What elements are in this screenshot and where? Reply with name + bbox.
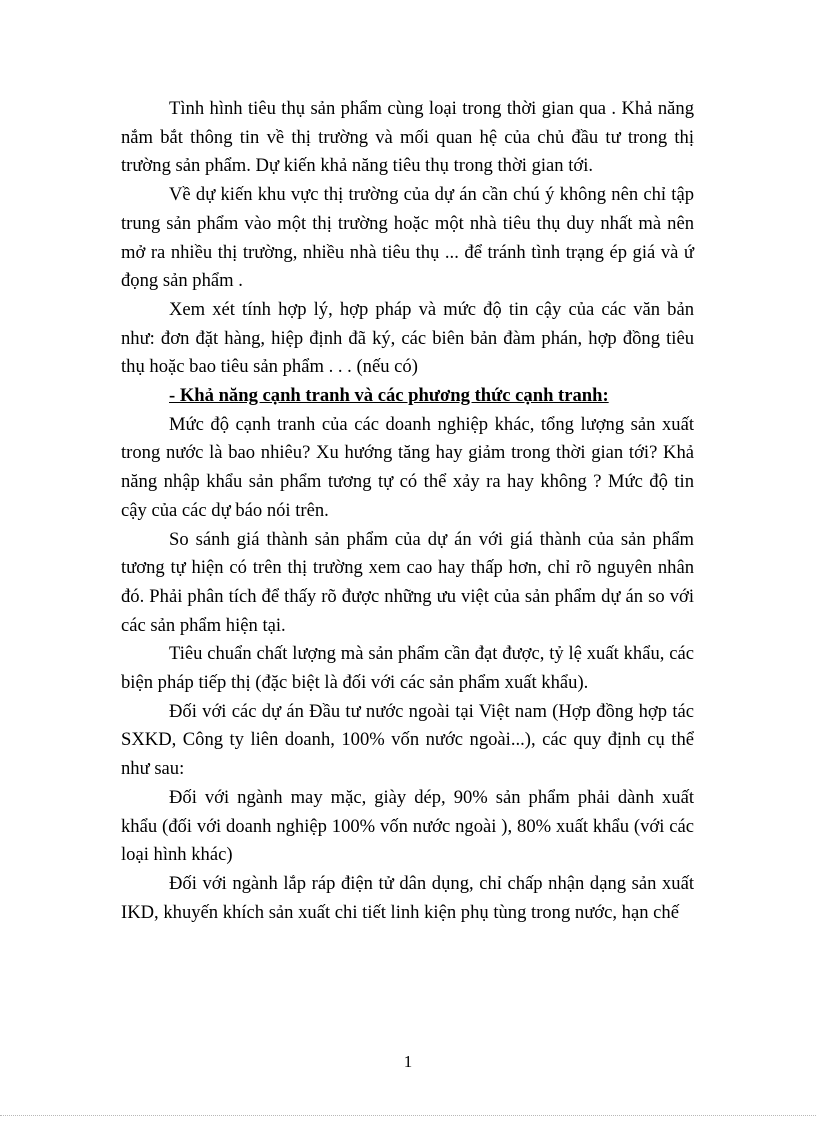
- paragraph-5: So sánh giá thành sản phẩm của dự án với giá thành của sản phẩm tương tự hiện có trên thị trường xem cao hay thấp hơn, chỉ rõ nguyên nhân đó. Phải phân tích để thấy rõ được những ưu việt của sản phẩm dự án so với các sản phẩm hiện tại.: [121, 528, 694, 636]
- paragraph-8: Đối với ngành may mặc, giày dép, 90% sản phẩm phải dành xuất khẩu (đối với doanh nghiệp 100% vốn nước ngoài ), 80% xuất khẩu (với các loại hình khác): [121, 786, 694, 866]
- paragraph-1: Tình hình tiêu thụ sản phẩm cùng loại trong thời gian qua . Khả năng nắm bắt thông tin về thị trường và mối quan hệ của chủ đầu tư trong thị trường sản phẩm. Dự kiến khả năng tiêu thụ trong thời gian tới.: [121, 98, 694, 177]
- paragraph-2: Về dự kiến khu vực thị trường của dự án cần chú ý không nên chỉ tập trung sản phẩm vào một thị trường hoặc một nhà tiêu thụ duy nhất mà nên mở ra nhiều thị trường, nhiều nhà tiêu thụ ... để tránh tình trạng ép giá và ứ đọng sản phẩm .: [121, 184, 694, 292]
- paragraph-6: Tiêu chuẩn chất lượng mà sản phẩm cần đạt được, tỷ lệ xuất khẩu, các biện pháp tiếp thị (đặc biệt là đối với các sản phẩm xuất khẩu).: [121, 643, 694, 694]
- paragraph-4: Mức độ cạnh tranh của các doanh nghiệp khác, tổng lượng sản xuất trong nước là bao nhiêu? Xu hướng tăng hay giảm trong thời gian tới? Khả năng nhập khẩu sản phẩm tương tự có thể xảy ra hay không ? Mức độ tin cậy của các dự báo nói trên.: [121, 413, 694, 521]
- paragraph-7: Đối với các dự án Đầu tư nước ngoài tại Việt nam (Hợp đồng hợp tác SXKD, Công ty liên doanh, 100% vốn nước ngoài...), các quy định cụ thể như sau:: [121, 700, 694, 780]
- paragraph-9: Đối với ngành lắp ráp điện tử dân dụng, chỉ chấp nhận dạng sản xuất IKD, khuyến khích sản xuất chi tiết linh kiện phụ tùng trong nước, hạn chế: [121, 872, 694, 923]
- paragraph-3: Xem xét tính hợp lý, hợp pháp và mức độ tin cậy của các văn bản như: đơn đặt hàng, hiệp định đã ký, các biên bản đàm phán, hợp đồng tiêu thụ hoặc bao tiêu sản phẩm . . . (nếu có): [121, 298, 694, 378]
- document-body: [121, 95, 694, 927]
- page-bottom-divider: [0, 1115, 816, 1116]
- section-heading: - Khả năng cạnh tranh và các phương thức cạnh tranh:: [169, 385, 609, 407]
- page-number: 1: [403, 1052, 413, 1071]
